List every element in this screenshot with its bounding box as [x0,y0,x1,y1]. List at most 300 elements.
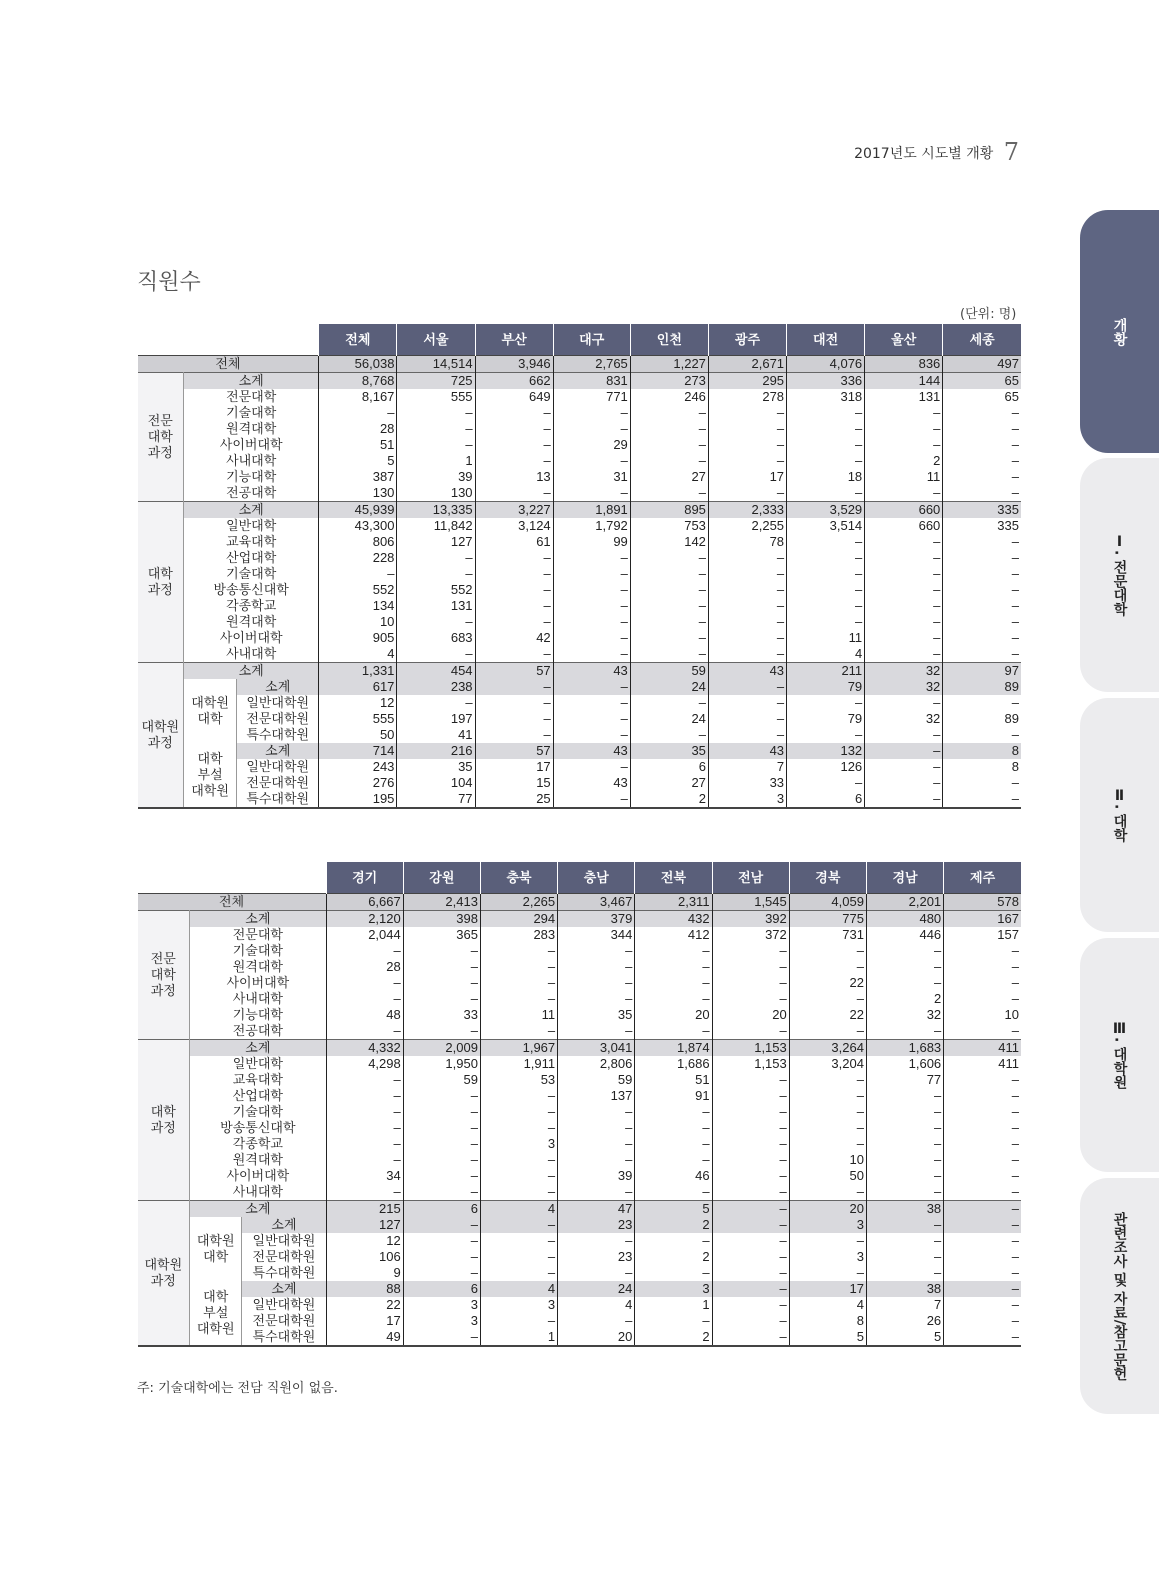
data-cell: – [866,1217,943,1233]
data-cell: – [712,1329,789,1346]
data-cell: – [865,727,943,743]
data-cell: 53 [480,1072,557,1088]
data-cell: 5 [319,453,397,469]
row-label: 교육대학 [232,1072,283,1087]
data-cell: 1,227 [630,356,708,373]
data-cell: – [865,646,943,663]
running-header [854,138,1019,166]
data-cell: – [789,1088,866,1104]
data-cell: 20 [712,1007,789,1023]
data-cell: 2 [635,1217,712,1233]
data-cell: 27 [630,775,708,791]
group-grad-university: 대학원 대학 [184,679,237,743]
data-cell: – [553,566,630,582]
data-cell: 446 [866,927,943,943]
table-row [138,1088,1022,1104]
data-cell: – [475,695,553,711]
data-cell: 50 [789,1168,866,1184]
data-cell: – [553,614,630,630]
data-cell: – [397,421,475,437]
data-cell: 33 [403,1007,480,1023]
data-cell: – [865,582,943,598]
data-cell: – [944,1072,1021,1088]
data-cell: – [480,1023,557,1040]
column-header: 충북 [480,862,557,894]
row-label: 특수대학원 [252,1265,316,1280]
data-cell: – [944,959,1021,975]
data-cell: 2 [635,1329,712,1346]
data-cell: – [553,582,630,598]
data-cell: – [326,975,403,991]
unit-label: (단위: 명) [960,307,1017,322]
data-cell: 215 [326,1201,403,1218]
tab-university[interactable]: Ⅱ. 대학 [1080,698,1159,932]
data-cell: 17 [708,469,786,485]
data-cell: 2,044 [326,927,403,943]
data-cell: – [553,646,630,663]
table-row [138,485,1022,502]
data-cell: 195 [319,791,397,808]
staff-table-1 [137,324,1021,809]
row-label: 일반대학 [226,518,277,533]
data-cell: 1,792 [553,518,630,534]
data-cell: – [943,791,1021,808]
data-cell: 5 [866,1329,943,1346]
data-cell: 32 [866,1007,943,1023]
data-cell: – [630,598,708,614]
data-cell: – [475,711,553,727]
data-cell: – [403,1265,480,1281]
data-cell: – [944,1265,1021,1281]
data-cell: – [708,695,786,711]
data-cell: 2,265 [480,894,557,911]
row-label: 기술대학 [232,943,283,958]
data-cell: 97 [943,663,1021,680]
column-header: 대전 [787,324,865,356]
data-cell: 39 [397,469,475,485]
data-cell: – [635,1233,712,1249]
data-cell: 26 [866,1313,943,1329]
data-cell: 4 [480,1281,557,1297]
table-row [138,405,1022,421]
data-cell: 77 [397,791,475,808]
data-cell: – [708,614,786,630]
data-cell: 144 [865,373,943,390]
row-label: 특수대학원 [252,1329,316,1344]
data-cell: 6,667 [326,894,403,911]
row-label: 각종학교 [226,598,277,613]
data-cell: – [480,959,557,975]
data-cell: – [708,646,786,663]
data-cell: 905 [319,630,397,646]
data-cell: – [865,534,943,550]
data-cell: – [944,1329,1021,1346]
data-cell: – [865,421,943,437]
column-header: 경북 [789,862,866,894]
group-graduate: 대학원 과정 [138,1201,190,1347]
row-label: 전공대학 [232,1023,283,1038]
data-cell: 99 [553,534,630,550]
data-cell: – [553,727,630,743]
data-cell: – [630,566,708,582]
data-cell: 2,671 [708,356,786,373]
data-cell: – [319,405,397,421]
data-cell: 104 [397,775,475,791]
data-cell: – [943,775,1021,791]
data-cell: 127 [397,534,475,550]
table-row [138,1104,1022,1120]
data-cell: – [708,679,786,695]
data-cell: 27 [630,469,708,485]
row-label: 소계 [242,1281,326,1297]
column-header: 대구 [553,324,630,356]
data-cell: 9 [326,1265,403,1281]
data-cell: 831 [553,373,630,390]
table-row [138,1233,1022,1249]
data-cell: – [712,1152,789,1168]
data-cell: – [558,975,635,991]
data-cell: – [787,695,865,711]
data-cell: – [326,1023,403,1040]
data-cell: 4,298 [326,1056,403,1072]
data-cell: – [787,437,865,453]
data-cell: 2 [630,791,708,808]
table-row [138,389,1022,405]
data-cell: 31 [553,469,630,485]
data-cell: – [787,727,865,743]
data-cell: 35 [397,759,475,775]
data-cell: – [789,991,866,1007]
data-cell: 771 [553,389,630,405]
data-cell: – [480,1152,557,1168]
data-cell: – [712,1136,789,1152]
data-cell: 379 [558,911,635,928]
data-cell: 126 [787,759,865,775]
data-cell: 3 [789,1249,866,1265]
data-cell: – [787,405,865,421]
data-cell: – [553,421,630,437]
row-label: 원격대학 [226,614,277,629]
data-cell: – [403,991,480,1007]
data-cell: 4 [789,1297,866,1313]
data-cell: 34 [326,1168,403,1184]
data-cell: – [403,1088,480,1104]
data-cell: 33 [708,775,786,791]
data-cell: 47 [558,1201,635,1218]
data-cell: – [789,1023,866,1040]
data-cell: 88 [326,1281,403,1297]
data-cell: 1 [480,1329,557,1346]
data-cell: – [475,437,553,453]
data-cell: 65 [943,373,1021,390]
data-cell: – [712,991,789,1007]
data-cell: – [553,453,630,469]
data-cell: 238 [397,679,475,695]
data-cell: 137 [558,1088,635,1104]
data-cell: – [944,1217,1021,1233]
data-cell: – [630,437,708,453]
data-cell: 48 [326,1007,403,1023]
row-label: 사이버대학 [219,437,283,452]
data-cell: – [943,646,1021,663]
data-cell: 1,606 [866,1056,943,1072]
data-cell: 24 [558,1281,635,1297]
data-cell: 1,683 [866,1040,943,1057]
data-cell: – [865,775,943,791]
data-cell: 3,041 [558,1040,635,1057]
data-cell: 197 [397,711,475,727]
table-row [138,1007,1022,1023]
data-cell: 555 [319,711,397,727]
table-row [138,743,1022,759]
data-cell: – [943,695,1021,711]
data-cell: – [944,1023,1021,1040]
data-cell: 51 [635,1072,712,1088]
data-cell: 1,331 [319,663,397,680]
data-cell: – [630,614,708,630]
data-cell: 335 [943,502,1021,519]
table-row [138,518,1022,534]
row-label: 원격대학 [232,1152,283,1167]
data-cell: 660 [865,502,943,519]
data-cell: 228 [319,550,397,566]
data-cell: – [943,630,1021,646]
table-row [138,943,1022,959]
table-row [138,582,1022,598]
data-cell: 552 [397,582,475,598]
data-cell: – [865,791,943,808]
tab-junior-college[interactable]: Ⅰ. 전문대학 [1080,458,1159,692]
data-cell: – [319,566,397,582]
row-label: 전문대학원 [246,775,310,790]
data-cell: – [712,1217,789,1233]
data-cell: – [708,727,786,743]
data-cell: – [944,1152,1021,1168]
data-cell: 578 [944,894,1021,911]
data-cell: 336 [787,373,865,390]
data-cell: 127 [326,1217,403,1233]
data-cell: – [480,1184,557,1201]
data-cell: – [865,437,943,453]
column-header: 세종 [943,324,1021,356]
data-cell: – [475,421,553,437]
data-cell: – [558,1104,635,1120]
data-cell: – [708,421,786,437]
table-row [138,1313,1022,1329]
data-cell: – [943,485,1021,502]
table-row [138,775,1022,791]
data-cell: – [866,1233,943,1249]
row-label: 소계 [190,1040,326,1057]
data-cell: 283 [480,927,557,943]
row-label: 일반대학원 [246,695,310,710]
data-cell: 106 [326,1249,403,1265]
staff-table-2 [137,862,1021,1347]
data-cell: – [708,405,786,421]
group-attached-grad: 대학 부설 대학원 [184,743,237,808]
row-label: 소계 [184,663,319,680]
data-cell: – [943,550,1021,566]
data-cell: – [789,943,866,959]
column-header: 경기 [326,862,403,894]
row-label: 사이버대학 [226,975,290,990]
data-cell: 43,300 [319,518,397,534]
data-cell: 78 [708,534,786,550]
data-cell: – [787,614,865,630]
table-row [138,894,1022,911]
data-cell: 1,874 [635,1040,712,1057]
data-cell: 25 [475,791,553,808]
data-cell: – [558,1313,635,1329]
data-cell: – [630,421,708,437]
data-cell: 8 [943,743,1021,759]
data-cell: 3,946 [475,356,553,373]
data-cell: – [475,405,553,421]
data-cell: 2,120 [326,911,403,928]
data-cell: 38 [866,1281,943,1297]
data-cell: – [787,485,865,502]
data-cell: 273 [630,373,708,390]
data-cell: – [865,695,943,711]
data-cell: – [866,1023,943,1040]
data-cell: 28 [319,421,397,437]
data-cell: – [326,1104,403,1120]
row-label: 전체 [138,356,319,373]
data-cell: 365 [403,927,480,943]
data-cell: – [944,1104,1021,1120]
data-cell: – [787,534,865,550]
table-row [138,534,1022,550]
data-cell: – [712,1281,789,1297]
data-cell: 17 [789,1281,866,1297]
table-row [138,927,1022,943]
data-cell: – [558,959,635,975]
column-header: 광주 [708,324,786,356]
data-cell: – [403,1152,480,1168]
data-cell: 32 [865,679,943,695]
data-cell: 6 [787,791,865,808]
data-cell: – [480,1217,557,1233]
data-cell: 398 [403,911,480,928]
data-cell: – [397,646,475,663]
data-cell: 11 [787,630,865,646]
row-label: 원격대학 [232,959,283,974]
data-cell: – [944,975,1021,991]
data-cell: – [403,1184,480,1201]
data-cell: – [943,437,1021,453]
data-cell: – [635,1184,712,1201]
group-junior-college: 전문 대학 과정 [138,373,184,502]
page-number: 7 [1003,138,1019,166]
data-cell: 38 [866,1201,943,1218]
data-cell: 6 [403,1281,480,1297]
data-cell: 775 [789,911,866,928]
data-cell: – [635,1136,712,1152]
data-cell: 89 [943,711,1021,727]
tab-overview[interactable]: 개황 [1080,210,1159,453]
data-cell: – [553,695,630,711]
data-cell: 278 [708,389,786,405]
data-cell: 11,842 [397,518,475,534]
data-cell: 7 [866,1297,943,1313]
data-cell: 3,264 [789,1040,866,1057]
data-cell: – [712,959,789,975]
tab-references[interactable]: 관련조사 및 자료/참고문헌 [1080,1178,1159,1414]
data-cell: – [397,437,475,453]
data-cell: – [944,943,1021,959]
row-label: 사내대학 [232,991,283,1006]
data-cell: – [943,421,1021,437]
table-row [138,791,1022,808]
data-cell: – [789,1233,866,1249]
data-cell: 59 [558,1072,635,1088]
row-label: 사내대학 [226,453,277,468]
data-cell: 10 [319,614,397,630]
data-cell: 895 [630,502,708,519]
data-cell: 24 [630,679,708,695]
data-cell: – [403,1217,480,1233]
column-header: 강원 [403,862,480,894]
data-cell: – [787,566,865,582]
data-cell: 2,765 [553,356,630,373]
data-cell: – [553,791,630,808]
table-row [138,759,1022,775]
data-cell: 662 [475,373,553,390]
data-cell: – [866,1168,943,1184]
table-row [138,1265,1022,1281]
data-cell: – [943,566,1021,582]
row-label: 기능대학 [232,1007,283,1022]
data-cell: 17 [475,759,553,775]
data-cell: – [944,991,1021,1007]
table-row [138,1281,1022,1297]
row-label: 전문대학원 [252,1313,316,1328]
data-cell: 35 [558,1007,635,1023]
data-cell: – [866,943,943,959]
tab-graduate-school[interactable]: Ⅲ. 대학원 [1080,938,1159,1172]
data-cell: 2 [865,453,943,469]
data-cell: – [558,1152,635,1168]
data-cell: 5 [635,1201,712,1218]
table-row [138,679,1022,695]
data-cell: – [635,991,712,1007]
data-cell: 3,529 [787,502,865,519]
data-cell: 10 [789,1152,866,1168]
data-cell: – [943,534,1021,550]
data-cell: 43 [553,743,630,759]
data-cell: 1 [397,453,475,469]
data-cell: – [789,1072,866,1088]
data-cell: – [475,727,553,743]
data-cell: 46 [635,1168,712,1184]
data-cell: – [865,630,943,646]
data-cell: 39 [558,1168,635,1184]
data-cell: – [944,1313,1021,1329]
table-row [138,1201,1022,1218]
data-cell: – [475,566,553,582]
data-cell: 41 [397,727,475,743]
data-cell: – [865,614,943,630]
data-cell: – [866,1265,943,1281]
data-cell: 24 [630,711,708,727]
data-cell: – [866,1136,943,1152]
row-label: 사이버대학 [219,630,283,645]
row-label: 소계 [237,679,319,695]
data-cell: – [712,1023,789,1040]
data-cell: 42 [475,630,553,646]
data-cell: – [403,1120,480,1136]
data-cell: 1,153 [712,1040,789,1057]
